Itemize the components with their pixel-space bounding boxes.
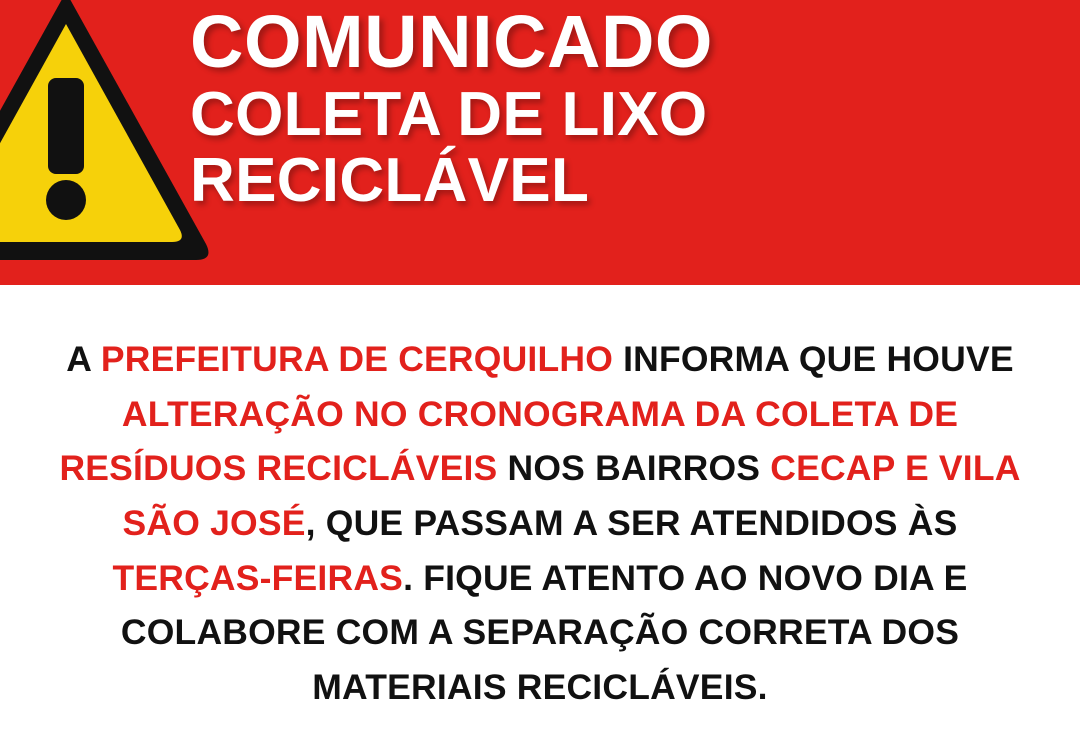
header-banner [0,0,1080,285]
highlighted-text: CECAP E VILA SÃO JOSÉ [122,448,1021,543]
highlighted-text: TERÇAS-FEIRAS [112,557,404,598]
page-subtitle-line2: RECICLÁVEL [190,145,590,215]
announcement-paragraph [50,332,1030,715]
body-text: NOS BAIRROS [497,448,771,489]
warning-triangle-icon [0,0,216,282]
page-title: COMUNICADO [190,0,713,83]
body-text: INFORMA QUE HOUVE [613,339,1014,379]
page-subtitle-line1: COLETA DE LIXO [190,80,708,150]
body-text: A [66,339,101,379]
highlighted-text: PREFEITURA DE CERQUILHO [100,339,614,379]
body-text: , QUE PASSAM A SER ATENDIDOS ÀS [305,502,958,543]
banner-text-block [190,0,1070,215]
body-text: . FIQUE ATENTO AO NOVO DIA E COLABORE COM A SEPARAÇÃO CORRETA DOS MATERIAIS RECICLÁVEIS. [120,557,968,707]
highlighted-text: ALTERAÇÃO NO CRONOGRAMA DA COLETA DE RESÍDUOS RECICLÁVEIS [59,393,959,489]
announcement-body [0,285,1080,742]
